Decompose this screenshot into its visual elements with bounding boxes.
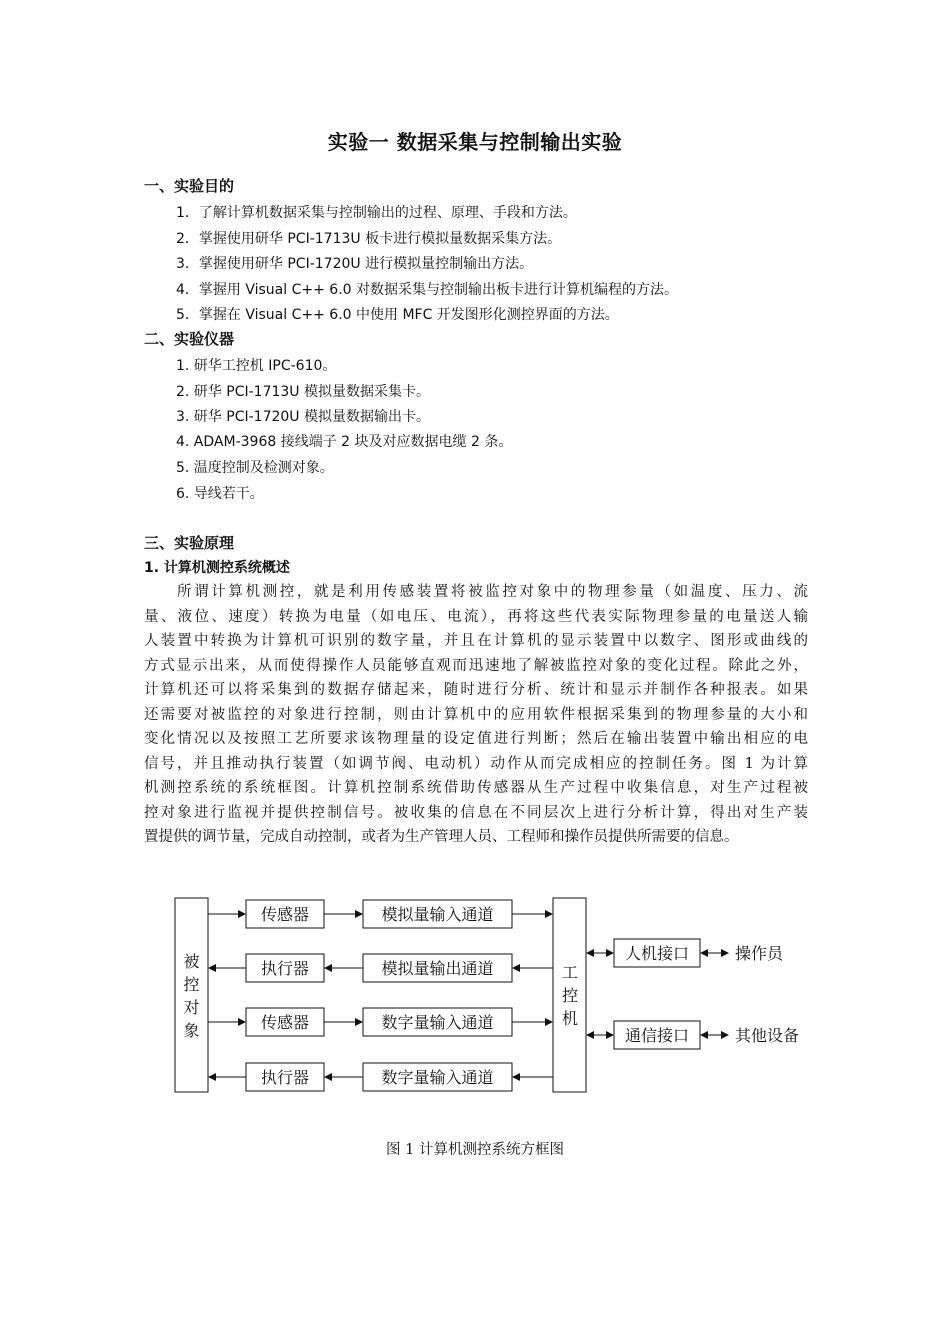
computer-label-char: 控 — [561, 986, 579, 1005]
object-label-char: 被 — [183, 952, 200, 971]
page-title: 实验一 数据采集与控制输出实验 — [327, 130, 623, 154]
paragraph-line: 人装置中转换为计算机可识别的数字量，并且在计算机的显示装置中以数字、图形或曲线的 — [144, 633, 808, 649]
object-label-char: 控 — [183, 975, 200, 994]
block-diagram — [160, 880, 840, 1110]
instrument-item: 4. ADAM-3968 接线端子 2 块及对应数据电缆 2 条。 — [176, 434, 513, 450]
object-label-char: 对 — [183, 998, 200, 1017]
hmi-label: 人机接口 — [624, 944, 690, 963]
channel1-label: 模拟量输入通道 — [381, 905, 494, 924]
paragraph-line: 还需要对被监控的对象进行控制，则由计算机中的应用软件根据采集到的物理参量的大小和 — [144, 706, 808, 723]
instrument-item: 1. 研华工控机 IPC-610。 — [176, 358, 337, 374]
section-heading-instruments: 二、实验仪器 — [144, 330, 235, 348]
instrument-item: 5. 温度控制及检测对象。 — [176, 460, 334, 476]
other-devices-label: 其他设备 — [735, 1026, 800, 1045]
paragraph-line: 计算机还可以将采集到的数据存储起来，随时进行分析、统计和显示并制作各种报表。如果 — [144, 682, 808, 698]
channel4-label: 数字量输入通道 — [381, 1068, 494, 1087]
instrument-item: 2. 研华 PCI-1713U 模拟量数据采集卡。 — [176, 384, 430, 400]
subsection-heading: 1. 计算机测控系统概述 — [144, 560, 290, 576]
paragraph-line: 置提供的调节量，完成自动控制，或者为生产管理人员、工程师和操作员提供所需要的信息。 — [144, 829, 739, 845]
actuator1-label: 执行器 — [260, 959, 310, 978]
sensor1-label: 传感器 — [260, 905, 310, 924]
paragraph-line: 信号，并且推动执行装置（如调节阀、电动机）动作从而完成相应的控制任务。图 1 为计算 — [144, 755, 808, 772]
actuator2-label: 执行器 — [260, 1068, 310, 1087]
section-heading-principle: 三、实验原理 — [144, 534, 235, 552]
purpose-item: 3．掌握使用研华 PCI-1720U 进行模拟量控制输出方法。 — [176, 256, 534, 272]
object-label-char: 象 — [183, 1021, 200, 1040]
paragraph-line: 变化情况以及按照工艺所要求该物理量的设定值进行判断；然后在输出装置中输出相应的电 — [144, 731, 808, 747]
paragraph-line: 所谓计算机测控，就是利用传感装置将被监控对象中的物理参量（如温度、压力、流 — [177, 584, 808, 600]
controlled-object-box — [175, 898, 208, 1092]
paragraph-line: 控对象进行监视并提供控制信号。被收集的信息在不同层次上进行分析计算，得出对生产装 — [144, 804, 808, 821]
comm-label: 通信接口 — [624, 1026, 690, 1045]
purpose-item: 5．掌握在 Visual C++ 6.0 中使用 MFC 开发图形化测控界面的方法。 — [176, 307, 619, 323]
channel3-label: 数字量输入通道 — [381, 1013, 494, 1032]
operator-label: 操作员 — [735, 944, 784, 963]
purpose-item: 1．了解计算机数据采集与控制输出的过程、原理、手段和方法。 — [176, 205, 577, 221]
instrument-item: 3. 研华 PCI-1720U 模拟量数据输出卡。 — [176, 409, 430, 425]
computer-label-char: 机 — [561, 1009, 579, 1028]
channel2-label: 模拟量输出通道 — [381, 959, 494, 978]
purpose-item: 4．掌握用 Visual C++ 6.0 对数据采集与控制输出板卡进行计算机编程的方法。 — [176, 282, 679, 298]
paragraph-line: 机测控系统的系统框图。计算机控制系统借助传感器从生产过程中收集信息，对生产过程被 — [144, 780, 808, 796]
paragraph-line: 方式显示出来，从而使得操作人员能够直观而迅速地了解被监控对象的变化过程。除此之外， — [144, 657, 808, 674]
principle-paragraph — [144, 580, 808, 850]
computer-label-char: 工 — [561, 963, 579, 982]
paragraph-line: 量、液位、速度）转换为电量（如电压、电流），再将这些代表实际物理参量的电量送人输 — [144, 608, 808, 625]
sensor2-label: 传感器 — [260, 1013, 310, 1032]
section-heading-purpose: 一、实验目的 — [144, 177, 235, 195]
purpose-item: 2．掌握使用研华 PCI-1713U 板卡进行模拟量数据采集方法。 — [176, 231, 562, 247]
figure-caption: 图 1 计算机测控系统方框图 — [386, 1142, 564, 1158]
instrument-item: 6. 导线若干。 — [176, 486, 264, 502]
